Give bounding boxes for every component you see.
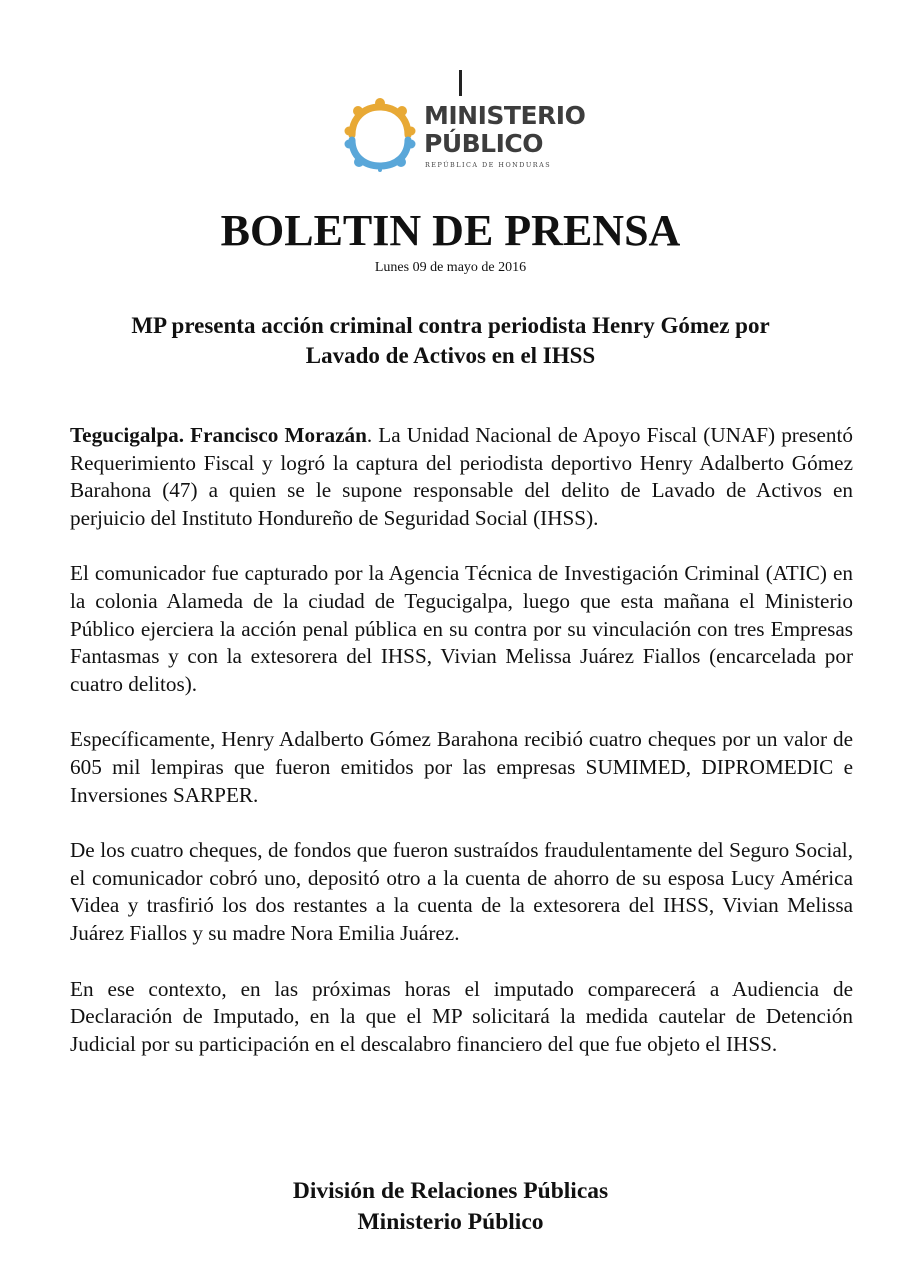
- dateline: Tegucigalpa. Francisco Morazán: [70, 423, 367, 447]
- paragraph-3: Específicamente, Henry Adalberto Gómez Barahona recibió cuatro cheques por un valor de 605 mil lempiras que fueron emitidos por las empresas SUMIMED, DIPROMEDIC e Inversiones SARPER.: [70, 727, 853, 807]
- header-divider-tick: [459, 70, 462, 96]
- page-title: BOLETIN DE PRENSA: [220, 206, 681, 255]
- paragraph-1: [70, 422, 853, 532]
- logo-wordmark-line1: MINISTERIO: [424, 101, 586, 130]
- people-circle-icon: [344, 98, 416, 172]
- logo-subtitle: REPÚBLICA DE HONDURAS: [425, 161, 552, 169]
- headline: [60, 311, 841, 371]
- headline-line1: MP presenta acción criminal contra periodista Henry Gómez por: [131, 313, 770, 338]
- ministerio-publico-logo: [344, 98, 584, 174]
- headline-line2: Lavado de Activos en el IHSS: [305, 343, 596, 368]
- paragraph-1-text: . La Unidad Nacional de Apoyo Fiscal (UNAF) presentó Requerimiento Fiscal y logró la captura del periodista deportivo Henry Adalberto Gómez Barahona (47) a quien se le supone responsable del delito de Lavado de Activos en perjuicio del Instituto Hondureño de Seguridad Social (IHSS).: [70, 423, 853, 530]
- article-body: [70, 422, 853, 1086]
- signature-institution: Ministerio Público: [357, 1209, 544, 1235]
- publication-date: Lunes 09 de mayo de 2016: [374, 260, 527, 275]
- paragraph-4: De los cuatro cheques, de fondos que fueron sustraídos fraudulentamente del Seguro Social, el comunicador cobró uno, depositó otro a la cuenta de ahorro de su esposa Lucy América Videa y trasfirió los dos restantes a la cuenta de la extesorera del IHSS, Vivian Melissa Juárez Fiallos y su madre Nora Emilia Juárez.: [70, 838, 853, 945]
- signature-division: División de Relaciones Públicas: [292, 1178, 609, 1204]
- logo-wordmark-line2: PÚBLICO: [424, 129, 544, 158]
- signature-block: [0, 1176, 901, 1238]
- paragraph-2: El comunicador fue capturado por la Agencia Técnica de Investigación Criminal (ATIC) en la colonia Alameda de la ciudad de Tegucigalpa, luego que esta mañana el Ministerio Público ejerciera la acción penal pública en su contra por su vinculación con tres Empresas Fantasmas y con la extesorera del IHSS, Vivian Melissa Juárez Fiallos (encarcelada por cuatro delitos).: [70, 561, 853, 696]
- paragraph-5: En ese contexto, en las próximas horas el imputado comparecerá a Audiencia de Declaración de Imputado, en la que el MP solicitará la medida cautelar de Detención Judicial por su participación en el descalabro financiero del que fue objeto el IHSS.: [70, 976, 853, 1056]
